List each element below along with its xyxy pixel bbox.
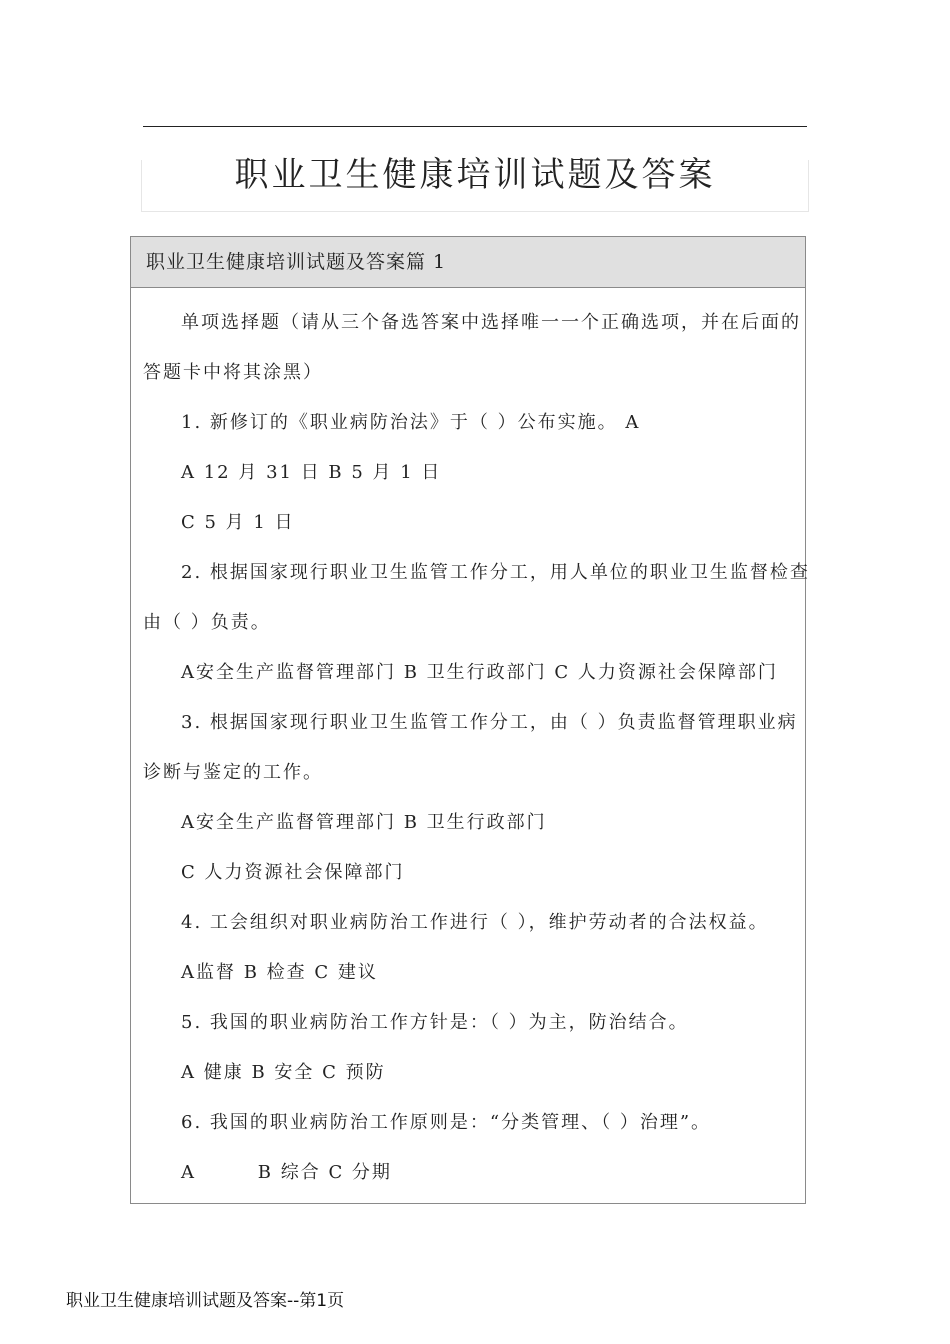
option-line: A安全生产监督管理部门 B 卫生行政部门 C 人力资源社会保障部门: [181, 662, 778, 683]
question-line: 由（ ）负责。: [143, 612, 271, 633]
section-table: [130, 236, 810, 1204]
question-line: 2. 根据国家现行职业卫生监管工作分工，用人单位的职业卫生监督检查: [181, 562, 810, 583]
option-line: A 健康 B 安全 C 预防: [181, 1062, 386, 1083]
question-line: 6. 我国的职业病防治工作原则是：“分类管理、（ ）治理”。: [181, 1112, 712, 1133]
body-line: 单项选择题（请从三个备选答案中选择唯一一个正确选项，并在后面的: [181, 312, 801, 333]
body-line: 答题卡中将其涂黑）: [143, 362, 323, 383]
section-body: [131, 288, 810, 1198]
question-line: 4. 工会组织对职业病防治工作进行（ ），维护劳动者的合法权益。: [181, 912, 769, 933]
option-line: A监督 B 检查 C 建议: [181, 962, 378, 983]
question-line: 5. 我国的职业病防治工作方针是：（ ）为主，防治结合。: [181, 1012, 689, 1033]
option-line: C 人力资源社会保障部门: [181, 862, 405, 883]
option-line: C 5 月 1 日: [181, 512, 295, 533]
question-line: 3. 根据国家现行职业卫生监管工作分工，由（ ）负责监督管理职业病: [181, 712, 798, 733]
option-line: A安全生产监督管理部门 B 卫生行政部门: [181, 812, 547, 833]
top-rule: [143, 126, 807, 127]
section-header: 职业卫生健康培训试题及答案篇 1: [131, 237, 805, 288]
question-line: 1. 新修订的《职业病防治法》于（ ）公布实施。 A: [181, 412, 641, 433]
document-title: 职业卫生健康培训试题及答案: [234, 155, 716, 195]
option-line: A B 综合 C 分期: [181, 1162, 392, 1183]
question-line: 诊断与鉴定的工作。: [143, 762, 323, 783]
page-footer: 职业卫生健康培训试题及答案--第1页: [66, 1291, 345, 1311]
option-line: A 12 月 31 日 B 5 月 1 日: [181, 462, 442, 483]
